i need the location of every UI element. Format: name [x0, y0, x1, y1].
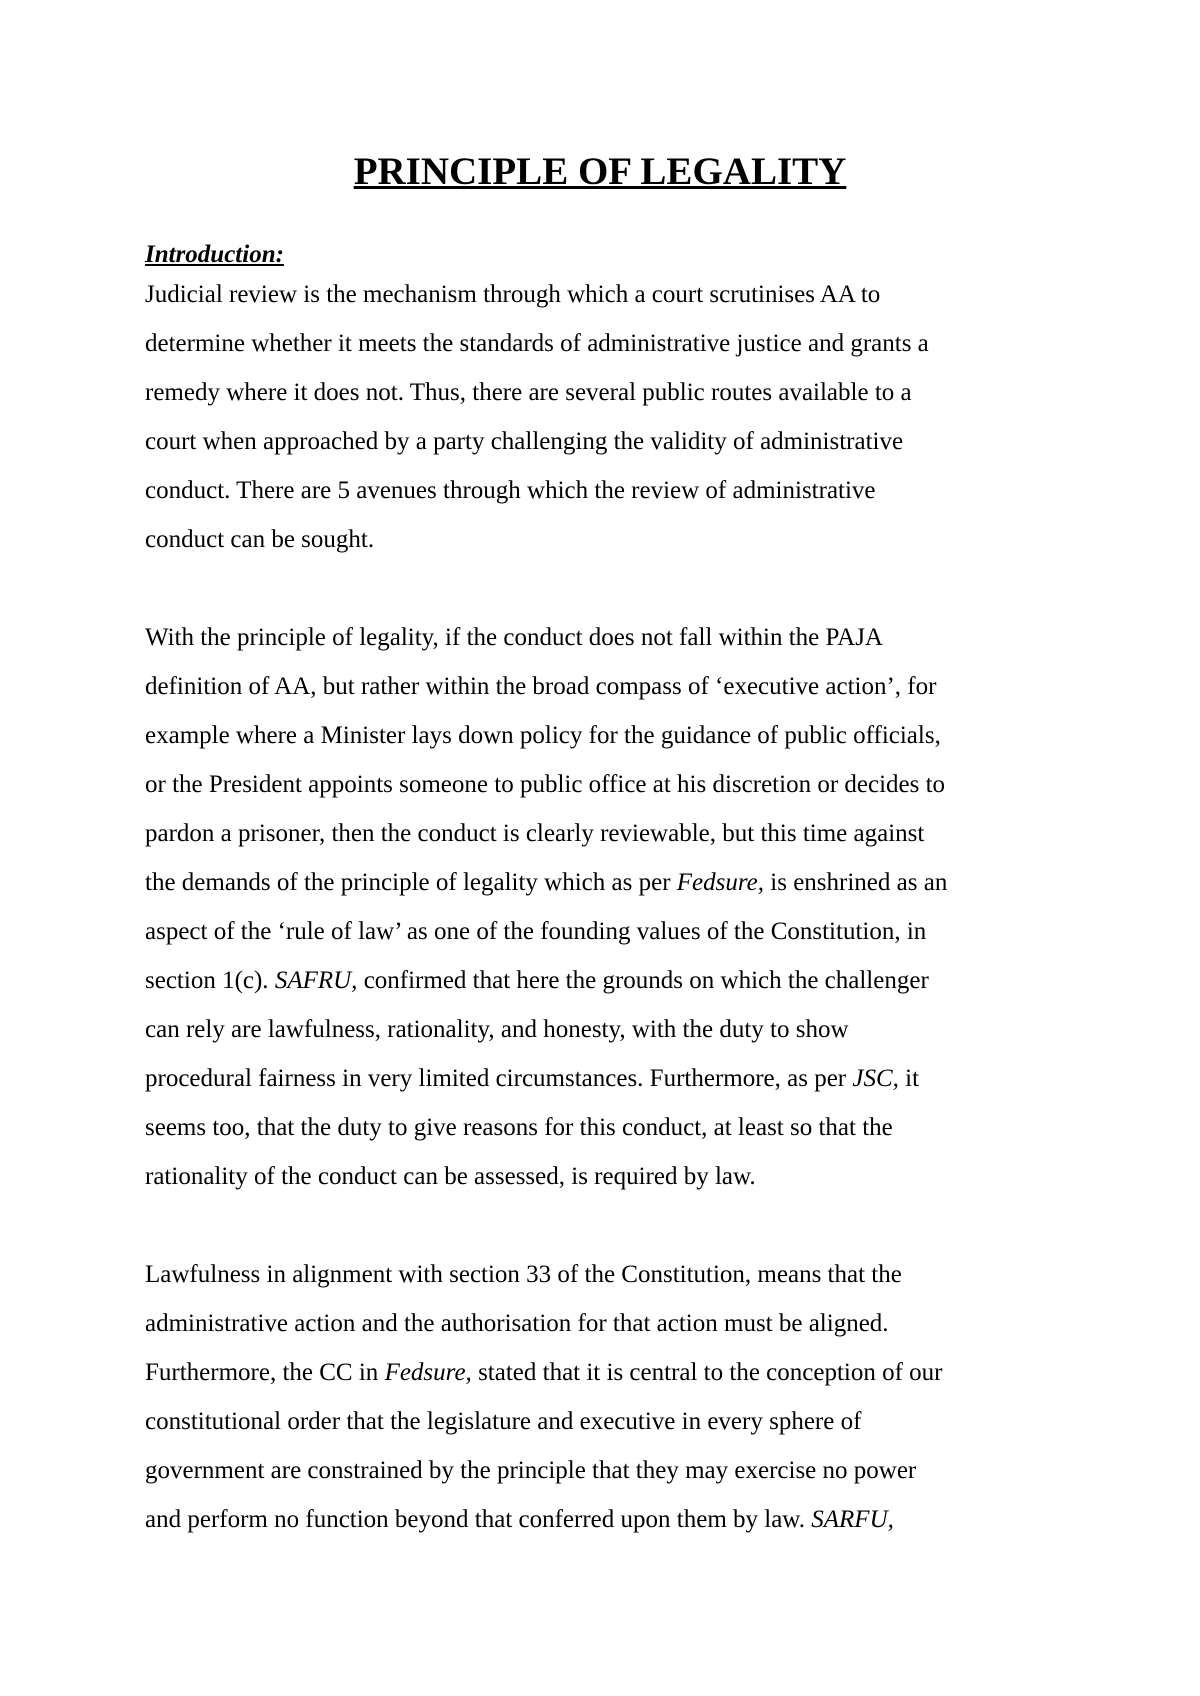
text-line: administrative action and the authorisation for that action must be aligned.	[145, 1310, 889, 1337]
case-name: SARFU,	[811, 1506, 894, 1533]
text-line: Judicial review is the mechanism through which a court scrutinises AA to	[145, 281, 881, 308]
text-line: pardon a prisoner, then the conduct is clearly reviewable, but this time against	[145, 820, 925, 847]
text-line: can rely are lawfulness, rationality, and honesty, with the duty to show	[145, 1016, 849, 1043]
text-line: determine whether it meets the standards of administrative justice and grants a	[145, 330, 929, 357]
text-line: With the principle of legality, if the conduct does not fall within the PAJA	[145, 624, 883, 651]
text-line: conduct. There are 5 avenues through which the review of administrative	[145, 477, 876, 504]
text-line: court when approached by a party challenging the validity of administrative	[145, 428, 904, 455]
document-title: PRINCIPLE OF LEGALITY	[353, 150, 847, 193]
text-line: or the President appoints someone to public office at his discretion or decides to	[145, 771, 946, 798]
text-line: section 1(c). SAFRU, confirmed that here the grounds on which the challenger	[145, 967, 929, 994]
case-name: Fedsure,	[384, 1359, 472, 1386]
text-line: procedural fairness in very limited circumstances. Furthermore, as per JSC, it	[145, 1065, 920, 1092]
paragraph-gap	[145, 564, 1075, 613]
paragraph-gap	[145, 1201, 1075, 1250]
text-line: aspect of the ‘rule of law’ as one of the founding values of the Constitution, in	[145, 918, 927, 945]
text-line: example where a Minister lays down policy for the guidance of public officials,	[145, 722, 941, 749]
case-name: JSC,	[852, 1065, 899, 1092]
text-line: rationality of the conduct can be assessed, is required by law.	[145, 1163, 756, 1190]
text-line: conduct can be sought.	[145, 526, 375, 553]
paragraph-container	[145, 270, 1075, 1544]
paragraph	[145, 613, 1075, 1201]
text-line: seems too, that the duty to give reasons for this conduct, at least so that the	[145, 1114, 893, 1141]
text-line: remedy where it does not. Thus, there are several public routes available to a	[145, 379, 912, 406]
text-line: constitutional order that the legislature and executive in every sphere of	[145, 1408, 862, 1435]
section-heading: Introduction:	[145, 241, 284, 268]
text-line: and perform no function beyond that conferred upon them by law. SARFU,	[145, 1506, 894, 1533]
paragraph	[145, 270, 1075, 564]
case-name: SAFRU,	[274, 967, 358, 994]
paragraph	[145, 1250, 1075, 1544]
text-line: Furthermore, the CC in Fedsure, stated that it is central to the conception of our	[145, 1359, 943, 1386]
text-line: definition of AA, but rather within the broad compass of ‘executive action’, for	[145, 673, 937, 700]
text-line: the demands of the principle of legality which as per Fedsure, is enshrined as an	[145, 869, 948, 896]
document-body	[145, 240, 1075, 1544]
text-line: government are constrained by the principle that they may exercise no power	[145, 1457, 917, 1484]
case-name: Fedsure,	[676, 869, 765, 896]
text-line: Lawfulness in alignment with section 33 of the Constitution, means that the	[145, 1261, 902, 1288]
